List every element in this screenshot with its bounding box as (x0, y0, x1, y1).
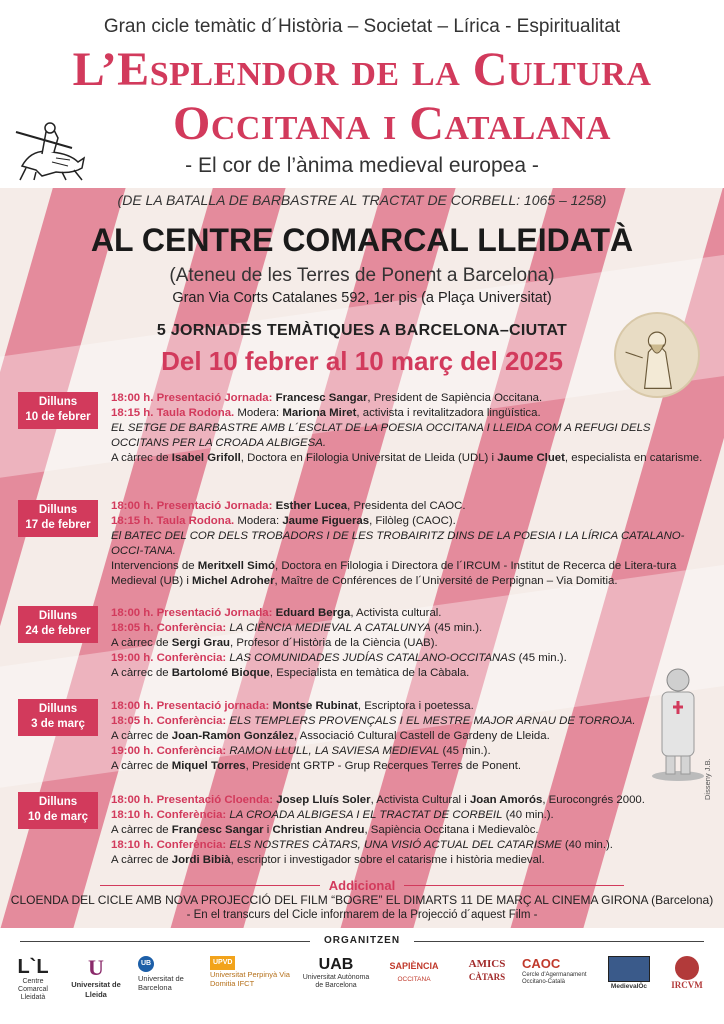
text: , escriptor i investigador sobre el catarisme i història medieval. (230, 854, 545, 866)
session-line (111, 636, 711, 651)
text: , especialista en catarisme. (564, 452, 703, 464)
tagline: - El cor de l’ànima medieval europea - (185, 154, 539, 177)
time-label: 18:10 h. Conferència: (111, 839, 227, 851)
text: (45 min.). (439, 745, 491, 757)
session-day: Dilluns (38, 703, 78, 715)
venue-subtitle: (Ateneu de les Terres de Ponent a Barcelona) (169, 265, 555, 286)
session-topic: El BATEC DEL COR DELS TROBADORS I DE LES TROBAIRITZ DINS DE LA POESIA I LA LÍRICA CATALANO-OCCI-TANA. (111, 530, 685, 557)
text: , President GRTP - Grup Recerques Terres de Ponent. (245, 760, 522, 772)
logo-text: IRCVM (671, 980, 703, 990)
speaker-name: Montse Rubinat (272, 700, 358, 712)
session-line (111, 514, 711, 529)
additional-label: Addicional (328, 878, 396, 893)
speaker-name: Michel Adroher (192, 575, 275, 587)
logo-universitat-perpinya (210, 956, 292, 1002)
text: Modera: (234, 407, 283, 419)
knight-illustration (12, 118, 94, 182)
speaker-role: , Presidenta del CAOC. (347, 500, 466, 512)
text: , Doctora en Filologia Universitat de Lleida (UDL) i (240, 452, 498, 464)
speaker-role: , Filòleg (CAOC). (369, 515, 456, 527)
session-4-details (111, 699, 711, 774)
session-line (111, 793, 711, 808)
time-label: 18:00 h. Presentació Jornada: (111, 607, 273, 619)
session-line (111, 406, 711, 421)
session-line (111, 391, 711, 406)
logo-mark: UB (138, 956, 154, 972)
session-day: Dilluns (38, 796, 78, 808)
logo-mark: AMICS (468, 958, 506, 970)
session-4-date-badge (18, 699, 98, 736)
text: Modera: (234, 515, 283, 527)
speaker-name: Eduard Berga (275, 607, 351, 619)
talk-title: LA CIÈNCIA MEDIEVAL A CATALUNYA (229, 622, 431, 634)
speaker-name: Miquel Torres (171, 760, 246, 772)
talk-title: ELS NOSTRES CÀTARS, UNA VISIÓ ACTUAL DEL CATARISME (229, 839, 562, 851)
talk-title: RAMON LLULL, LA SAVIESA MEDIEVAL (229, 745, 440, 757)
session-line (111, 699, 711, 714)
text: A càrrec de (111, 667, 172, 679)
session-line (111, 838, 711, 853)
session-line (111, 499, 711, 514)
saint-medallion-image (614, 312, 700, 398)
logo-caoc (522, 956, 598, 1002)
text: (40 min.). (502, 809, 554, 821)
session-date: 3 de març (31, 718, 85, 730)
session-3-details (111, 606, 711, 681)
dates-subtitle: (DE LA BATALLA DE BARBASTRE AL TRACTAT DE CORBELL: 1065 – 1258) (117, 192, 607, 208)
session-line (111, 759, 711, 774)
time-label: 18:05 h. Conferència: (111, 715, 227, 727)
session-date: 10 de febrer (25, 411, 91, 423)
text: , Profesor d´Història de la Ciència (UAB). (230, 637, 438, 649)
session-line (111, 714, 711, 729)
organizers-label: ORGANITZEN (323, 935, 401, 946)
session-5-details (111, 793, 711, 868)
text: (45 min.). (515, 652, 567, 664)
session-line (111, 808, 711, 823)
logo-text: Universitat Perpinyà Via Domitia IFCT (210, 970, 290, 988)
cycle-subtitle: Gran cicle temàtic d´Història – Societat – Lírica - Espiritualitat (103, 16, 621, 37)
text: , Activista Cultural i (370, 794, 470, 806)
speaker-name: Jordi Bibià (171, 854, 231, 866)
logo-sapiencia-occitana (378, 956, 450, 1002)
text: A càrrec de (111, 637, 172, 649)
session-date: 24 de febrer (25, 625, 91, 637)
speaker-name: Jaume Figueras (282, 515, 370, 527)
time-label: 19:00 h. Conferència: (111, 745, 227, 757)
time-label: 18:00 h. Presentació jornada: (111, 700, 270, 712)
speaker-name: Joan-Ramon González (171, 730, 294, 742)
logo-mark: U (88, 955, 104, 980)
session-line (111, 729, 711, 744)
session-day: Dilluns (38, 504, 78, 516)
session-line (111, 606, 711, 621)
session-line (111, 823, 711, 838)
time-label: 18:05 h. Conferència: (111, 622, 227, 634)
text: , Eurocongrés 2000. (542, 794, 645, 806)
session-date: 17 de febrer (25, 519, 91, 531)
logo-mark: SAPIÈNCIA (389, 961, 439, 971)
jornades-heading: 5 JORNADES TEMÀTIQUES A BARCELONA–CIUTAT (156, 322, 568, 339)
text: (40 min.). (561, 839, 613, 851)
closing-announcement: CLOENDA DEL CICLE AMB NOVA PROJECCIÓ DEL FILM “BOGRE” EL DIMARTS 11 DE MARÇ AL CINEMA GIRONA (Barcelona) (10, 893, 714, 907)
logo-mark: L`L (17, 956, 49, 978)
speaker-name: Sergi Grau (171, 637, 231, 649)
text: , Associació Cultural Castell de Gardeny de Lleida. (293, 730, 550, 742)
time-label: 19:00 h. Conferència: (111, 652, 227, 664)
logo-uab (300, 956, 372, 1002)
logo-text: CÀTARS (468, 972, 506, 982)
logo-text: Universitat de Lleida (71, 980, 121, 999)
design-credit: Disseny J.B. (703, 758, 712, 800)
session-line (111, 451, 711, 466)
speaker-name: Joan Amorós (469, 794, 543, 806)
speaker-name: Francesc Sangar (171, 824, 264, 836)
speaker-name: Christian Andreu (272, 824, 365, 836)
speaker-name: Josep Lluís Soler (276, 794, 371, 806)
session-1-details (111, 391, 711, 466)
logo-text: Centre Comarcal Lleidatà (18, 978, 48, 1001)
logo-medievaloc (606, 956, 652, 1002)
text: i (263, 824, 273, 836)
time-label: 18:00 h. Presentació Jornada: (111, 500, 273, 512)
text: A càrrec de (111, 854, 172, 866)
speaker-name: Isabel Grifoll (171, 452, 241, 464)
text: A càrrec de (111, 760, 172, 772)
session-topic: EL SETGE DE BARBASTRE AMB L´ESCLAT DE LA POESIA OCCITANA I LLEIDA COM A REFUGI DELS OCCITANS PER LA CROADA ALBIGESA. (111, 422, 651, 449)
talk-title: ELS TEMPLERS PROVENÇALS I EL MESTRE MAJOR ARNAU DE TORROJA. (229, 715, 636, 727)
logo-ircvm (660, 956, 714, 1002)
logo-amics-catars (458, 956, 516, 1002)
speaker-role: , President de Sapiència Occitana. (367, 392, 543, 404)
speaker-name: Francesc Sangar (275, 392, 368, 404)
text: A càrrec de (111, 730, 172, 742)
logo-universitat-barcelona (138, 956, 200, 1002)
logo-text: MedievalÒc (610, 983, 648, 990)
speaker-name: Jaume Cluet (497, 452, 565, 464)
speaker-role: , activista i revitalitzadora lingüística. (356, 407, 541, 419)
session-day: Dilluns (38, 610, 78, 622)
session-2-date-badge (18, 500, 98, 537)
session-line (111, 621, 711, 636)
session-3-date-badge (18, 606, 98, 643)
logo-text: Universitat Autònoma de Barcelona (302, 974, 370, 989)
text: (45 min.). (430, 622, 483, 634)
text: A càrrec de (111, 452, 172, 464)
time-label: 18:15 h. Taula Rodona. (111, 515, 235, 527)
speaker-role: , Activista cultural. (350, 607, 442, 619)
title-line-1: L’Esplendor de la Cultura (72, 43, 652, 96)
session-day: Dilluns (38, 396, 78, 408)
text: , Maître de Conférences de l´Université de Perpignan – Via Domitia. (274, 575, 618, 587)
session-date: 10 de març (27, 811, 89, 823)
logo-universitat-lleida (62, 956, 130, 1002)
logo-image (675, 956, 699, 980)
logo-centre-comarcal-lleidata (10, 956, 56, 1002)
session-line (111, 559, 711, 589)
text: A càrrec de (111, 824, 172, 836)
speaker-name: Mariona Miret (282, 407, 357, 419)
session-5-date-badge (18, 792, 98, 829)
venue-address: Gran Via Corts Catalanes 592, 1er pis (a Plaça Universitat) (172, 290, 552, 306)
date-range: Del 10 febrer al 10 març del 2025 (161, 346, 563, 376)
logo-text: Cercle d'Agermanament Occitano-Català (522, 972, 587, 985)
speaker-name: Esther Lucea (275, 500, 348, 512)
logo-mark: CAOC (522, 956, 561, 971)
speaker-role: , Escriptora i poetessa. (357, 700, 474, 712)
speaker-name: Meritxell Simó (197, 560, 275, 572)
session-line (111, 666, 711, 681)
title-line-2: Occitana i Catalana (173, 97, 611, 150)
session-line (111, 744, 711, 759)
talk-title: LAS COMUNIDADES JUDÍAS CATALANO-OCCITANAS (229, 652, 516, 664)
session-1-date-badge (18, 392, 98, 429)
time-label: 18:00 h. Presentació Cloenda: (111, 794, 274, 806)
logo-mark: UPVD (210, 956, 235, 970)
session-line (111, 853, 711, 868)
talk-title: LA CROADA ALBIGESA I EL TRACTAT DE CORBEIL (229, 809, 503, 821)
logo-text: Universitat de Barcelona (138, 974, 184, 992)
speaker-name: Bartolomé Bioque (171, 667, 270, 679)
logo-text: OCCITANA (397, 976, 431, 983)
session-2-details (111, 499, 711, 589)
time-label: 18:10 h. Conferència: (111, 809, 227, 821)
time-label: 18:15 h. Taula Rodona. (111, 407, 235, 419)
text: , Especialista en temàtica de la Càbala. (269, 667, 470, 679)
logo-image (608, 956, 650, 982)
logo-mark: UAB (318, 956, 354, 973)
text: , Sapiència Occitana i Medievalòc. (364, 824, 539, 836)
closing-note: - En el transcurs del Cicle informarem de la Projecció d´aquest Film - (186, 909, 538, 921)
session-line (111, 651, 711, 666)
text: Intervencions de (111, 560, 198, 572)
time-label: 18:00 h. Presentació Jornada: (111, 392, 273, 404)
text: , Doctora en Filologia i Directora de l´IRCUM - Institut de Recerca de Litera-tura Medieval (UB) i (111, 560, 677, 587)
venue-name: AL CENTRE COMARCAL LLEIDATÀ (90, 222, 634, 258)
